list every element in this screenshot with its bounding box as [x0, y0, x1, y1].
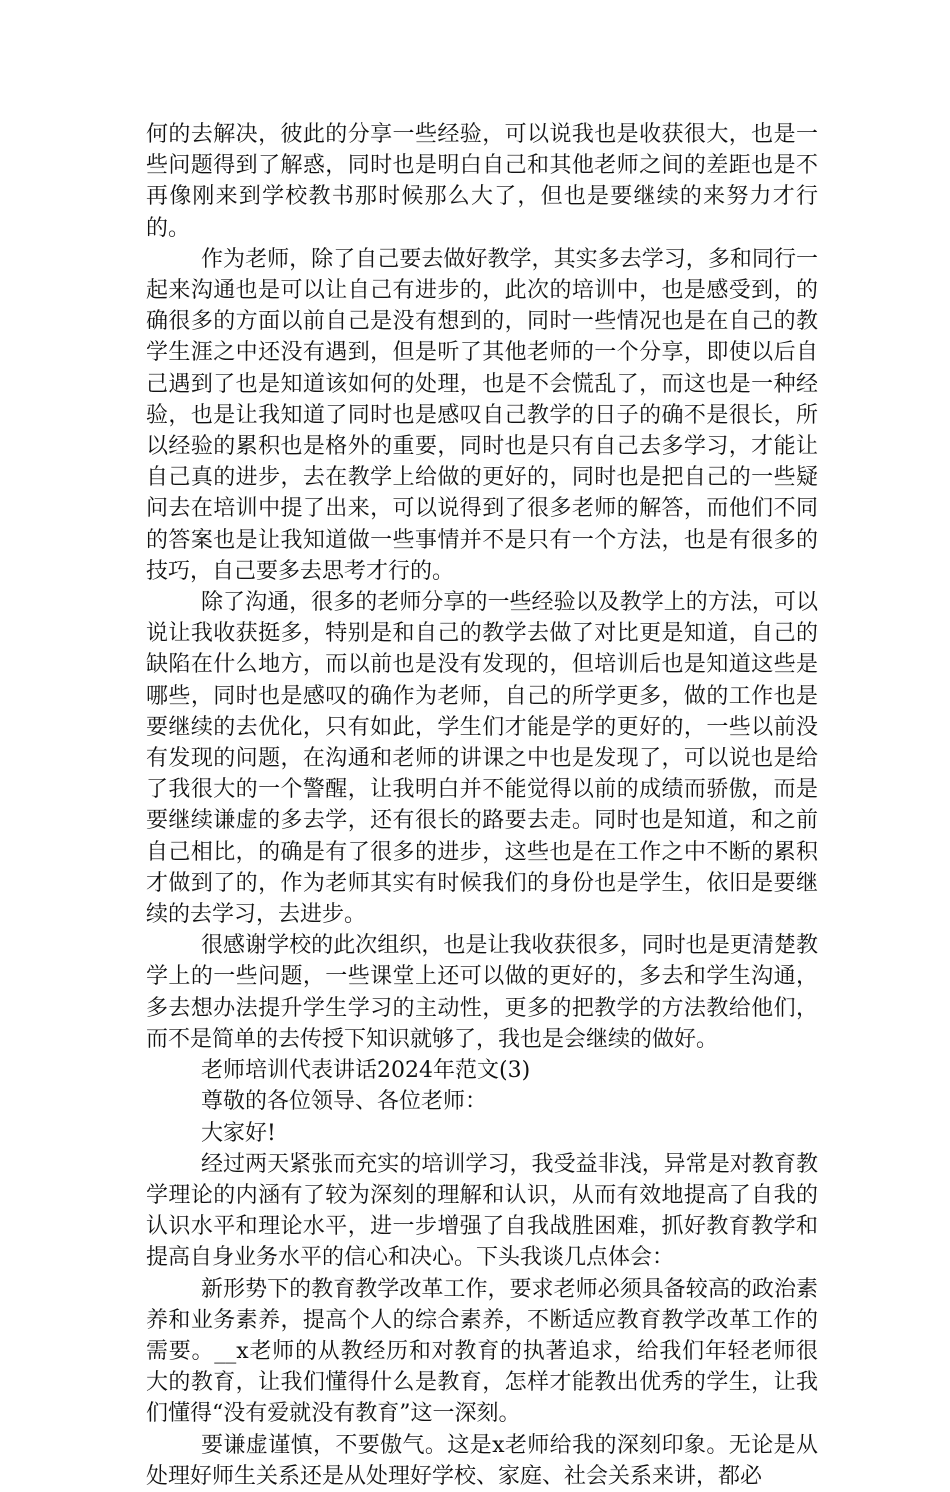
paragraph: 新形势下的教育教学改革工作，要求老师必须具备较高的政治素养和业务素养，提高个人的综合素养，不断适应教育教学改革工作的需要。__x老师的从教经历和对教育的执著追求，给我们年轻老师很大的教育，让我们懂得什么是教育，怎样才能教出优秀的学生，让我们懂得“没有爱就没有教育”这一深刻。 [146, 1276, 818, 1427]
paragraph: 很感谢学校的此次组织，也是让我收获很多，同时也是更清楚教学上的一些问题，一些课堂上还可以做的更好的，多去和学生沟通，多去想办法提升学生学习的主动性，更多的把教学的方法教给他们，而不是简单的去传授下知识就够了，我也是会继续的做好。 [146, 933, 818, 1052]
paragraph: 作为老师，除了自己要去做好教学，其实多去学习，多和同行一起来沟通也是可以让自己有进步的，此次的培训中，也是感受到，的确很多的方面以前自己是没有想到的，同时一些情况也是在自己的教学生涯之中还没有遇到，但是听了其他老师的一个分享，即使以后自己遇到了也是知道该如何的处理，也是不会慌乱了，而这也是一种经验，也是让我知道了同时也是感叹自己教学的日子的确不是很长，所以经验的累积也是格外的重要，同时也是只有自己去多学习，才能让自己真的进步，去在教学上给做的更好的，同时也是把自己的一些疑问去在培训中提了出来，可以说得到了很多老师的解答，而他们不同的答案也是让我知道做一些事情并不是只有一个方法，也是有很多的技巧，自己要多去思考才行的。 [146, 246, 818, 584]
paragraph: 除了沟通，很多的老师分享的一些经验以及教学上的方法，可以说让我收获挺多，特别是和自己的教学去做了对比更是知道，自己的缺陷在什么地方，而以前也是没有发现的，但培训后也是知道这些是哪些，同时也是感叹的确作为老师，自己的所学更多，做的工作也是要继续的去优化，只有如此，学生们才能是学的更好的，一些以前没有发现的问题，在沟通和老师的讲课之中也是发现了，可以说也是给了我很大的一个警醒，让我明白并不能觉得以前的成绩而骄傲，而是要继续谦虚的多去学，还有很长的路要去走。同时也是知道，和之前自己相比，的确是有了很多的进步，这些也是在工作之中不断的累积才做到了的，作为老师其实有时候我们的身份也是学生，依旧是要继续的去学习，去进步。 [146, 590, 818, 928]
salutation: 尊敬的各位领导、各位老师： [201, 1089, 488, 1115]
paragraph: 要谦虚谨慎，不要傲气。这是x老师给我的深刻印象。无论是从处理好师生关系还是从处理好学校、家庭、社会关系来讲，都必 [146, 1432, 818, 1489]
section-title: 老师培训代表讲话2024年范文(3) [201, 1058, 531, 1084]
document-body [146, 119, 818, 1492]
paragraph: 经过两天紧张而充实的培训学习，我受益非浅，异常是对教育教学理论的内涵有了较为深刻的理解和认识，从而有效地提高了自我的认识水平和理论水平，进一步增强了自我战胜困难，抓好教育教学和提高自身业务水平的信心和决心。下头我谈几点体会： [146, 1151, 818, 1271]
paragraph: 何的去解决，彼此的分享一些经验，可以说我也是收获很大，也是一些问题得到了解惑，同时也是明白自己和其他老师之间的差距也是不再像刚来到学校教书那时候那么大了，但也是要继续的来努力才行的。 [146, 122, 818, 241]
greeting: 大家好! [201, 1120, 276, 1146]
